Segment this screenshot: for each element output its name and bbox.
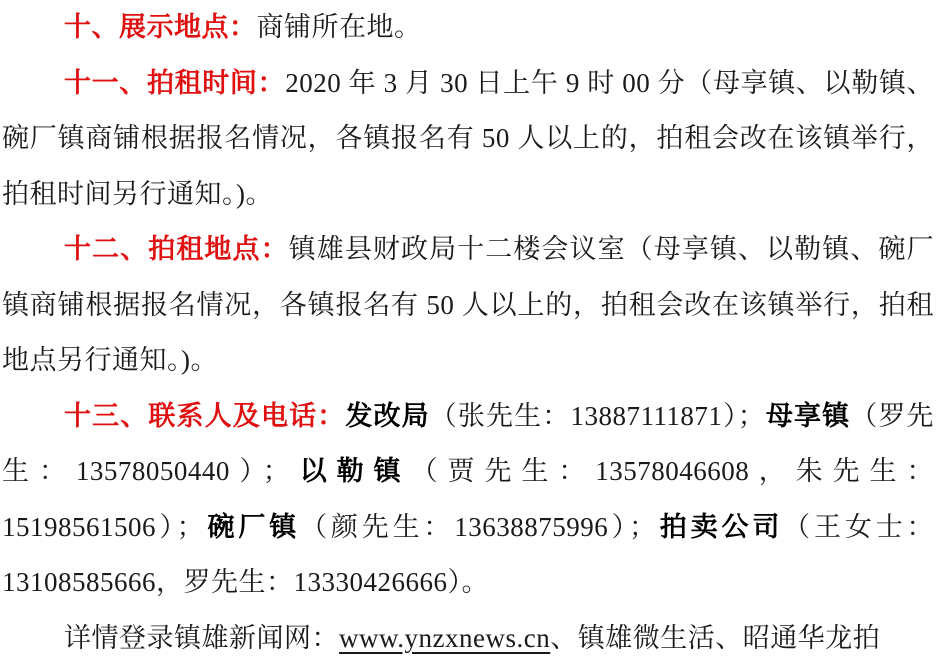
contact-org-fagaiju-text: 发改局 — [345, 400, 430, 431]
contact-org-yile-text: 以勒镇 — [290, 456, 411, 486]
website-link[interactable]: www.ynzxnews.cn — [339, 622, 551, 653]
contact-muxiang-phone-text: （罗先生：13578050440）； — [2, 400, 935, 486]
section-12-heading-text: 十二、拍租地点： — [64, 234, 289, 264]
section-11-auction-time — [2, 56, 934, 223]
contact-org-wanchang-text: 碗厂镇 — [204, 511, 301, 542]
section-10-body-text: 商铺所在地。 — [256, 12, 422, 42]
contact-org-auction-company-text: 拍卖公司 — [656, 511, 784, 542]
contact-wanchang-phone-text: （颜先生：13638875996）； — [300, 511, 657, 542]
contact-org-muxiang-text: 母享镇 — [765, 400, 851, 431]
contact-auction-company-phone-text: （王女士：13108585666，罗先生：13330426666）。 — [2, 511, 935, 597]
footer-prefix-text: 详情登录镇雄新闻网： — [64, 622, 339, 653]
footer-suffix-text: 、镇雄微生活、昭通华龙拍 — [550, 622, 881, 653]
section-11-heading-text: 十一、拍租时间： — [64, 67, 286, 98]
section-12-body-text: 镇雄县财政局十二楼会议室（母享镇、以勒镇、碗厂镇商铺根据报名情况，各镇报名有 50 人以上的，拍租会改在该镇举行，拍租地点另行通知。)。 — [2, 234, 935, 375]
section-10-display-location — [2, 0, 934, 56]
contact-fagaiju-phone-text: （张先生：13887111871）； — [429, 400, 766, 431]
contact-yile-phone-text: （贾先生：13578046608，朱先生：15198561506）； — [2, 456, 935, 542]
footer-info-line — [2, 611, 934, 662]
section-11-body-text: 2020 年 3 月 30 日上午 9 时 00 分（母享镇、以勒镇、碗厂镇商铺根据报名情况，各镇报名有 50 人以上的，拍租会改在该镇举行，拍租时间另行通知。)。 — [2, 67, 934, 209]
section-13-heading-text: 十三、联系人及电话： — [64, 400, 346, 431]
section-12-auction-place — [2, 222, 934, 389]
section-13-contacts — [2, 389, 934, 611]
section-10-heading-text: 十、展示地点： — [64, 12, 257, 42]
